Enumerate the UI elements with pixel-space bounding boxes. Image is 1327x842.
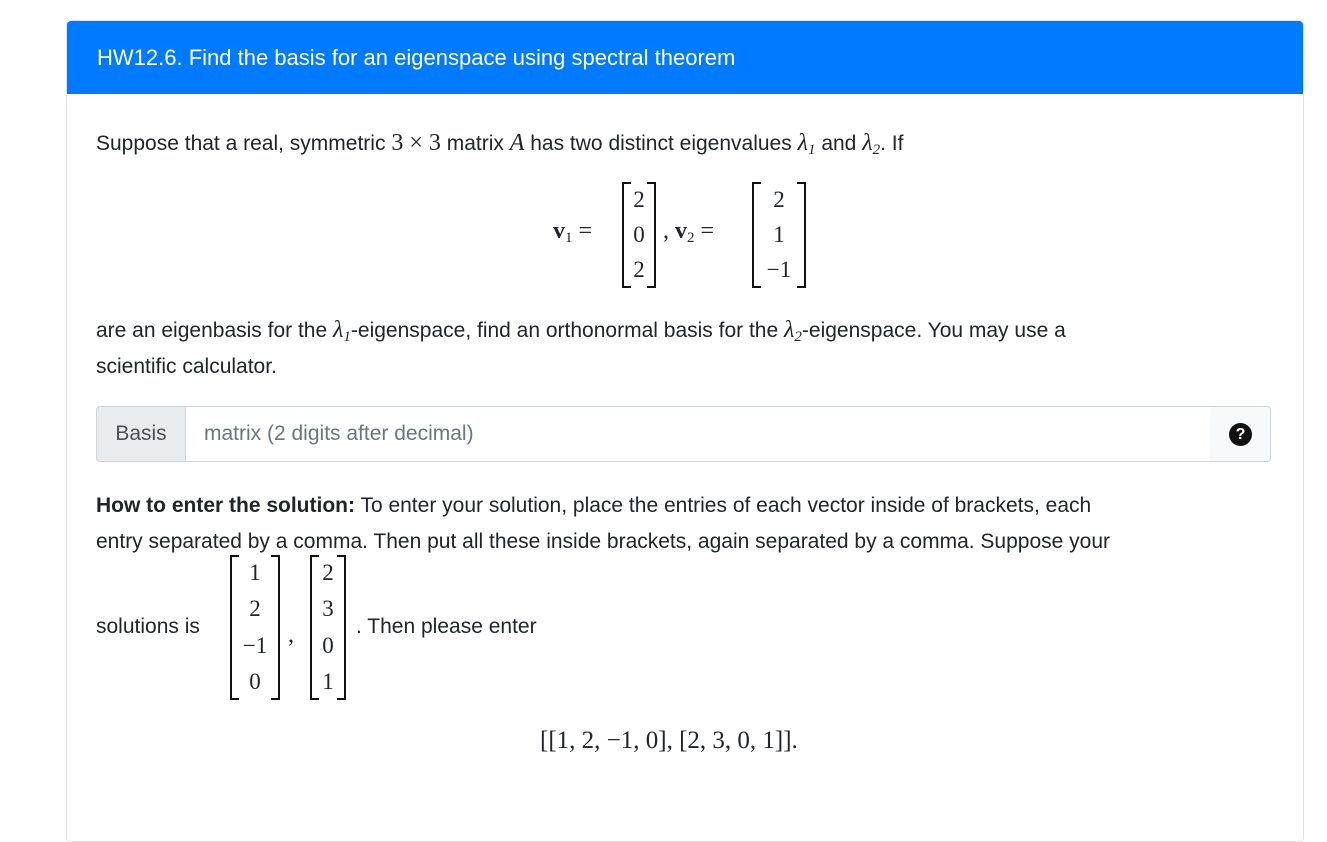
- problem-intro: Suppose that a real, symmetric 3 × 3 matrix A has two distinct eigenvalues $\lambda_1$ and $\lambda_2$. If: [96, 130, 904, 158]
- then-enter-label: . Then please enter: [356, 615, 537, 638]
- problem-paragraph: are an eigenbasis for the $\lambda_1$-eigenspace, find an orthonormal basis for the $\lambda_2$-eigenspace. You may use a scientific calculator.: [96, 317, 1066, 378]
- v1-label: $v_1$ =: [553, 218, 593, 246]
- answer-input-group: [96, 406, 1272, 462]
- solutions-is-label: solutions is: [96, 615, 200, 638]
- example-answer: [[1, 2, −1, 0], [2, 3, 0, 1]].: [540, 727, 798, 754]
- basis-label: Basis: [96, 406, 186, 462]
- v1-vector: 2 0 2: [622, 182, 656, 288]
- question-circle-icon[interactable]: ?: [1229, 423, 1252, 446]
- basis-input[interactable]: matrix (2 digits after decimal): [185, 406, 1229, 462]
- instructions-text: How to enter the solution: To enter your solution, place the entries of each vector inside of brackets, each entry separated by a comma. Then put all these inside brackets, again separated by a comma. Suppose your: [96, 494, 1111, 553]
- example-vector-2: 2 3 0 1: [310, 555, 346, 700]
- v2-vector: 2 1 −1: [752, 182, 806, 288]
- help-button[interactable]: [1210, 406, 1271, 462]
- v2-label: , $v_2$ =: [663, 218, 715, 246]
- example-comma: ,: [288, 622, 294, 648]
- question-title: HW12.6. Find the basis for an eigenspace using spectral theorem: [67, 21, 1303, 94]
- example-vector-1: 1 2 −1 0: [230, 555, 280, 700]
